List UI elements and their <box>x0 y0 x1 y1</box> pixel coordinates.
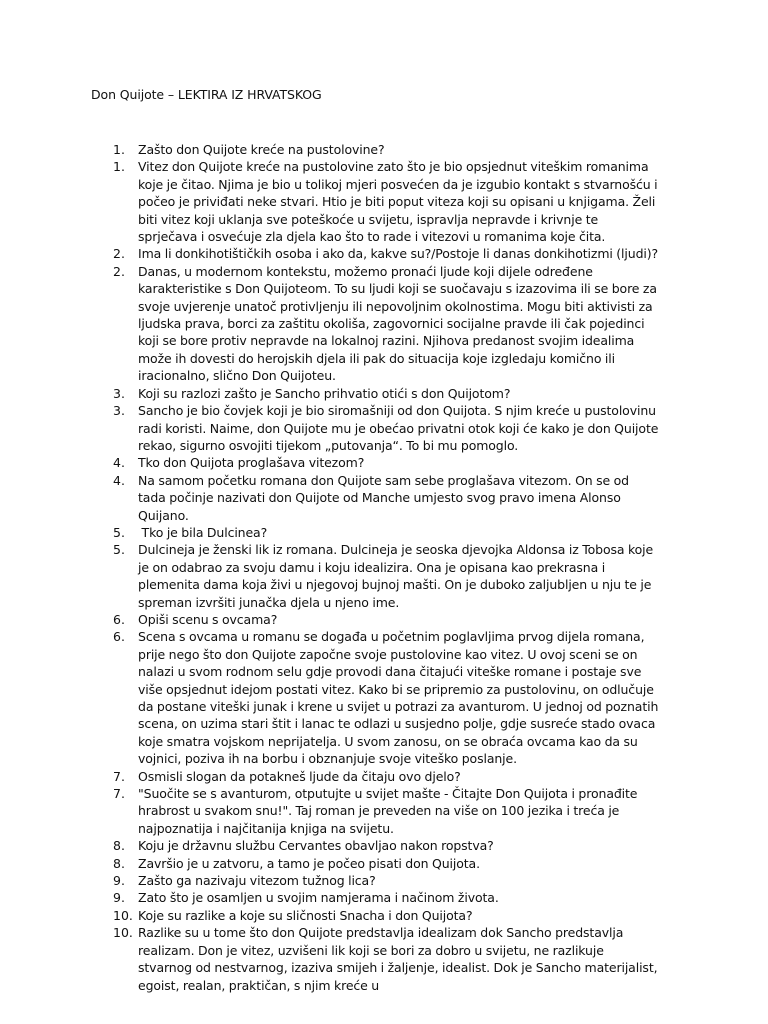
question-text: Koji su razlozi zašto je Sancho prihvatio otići s don Quijotom? <box>138 385 511 401</box>
item-number: 6. <box>113 629 125 645</box>
item-number: 8. <box>113 855 125 871</box>
answer-text: "Suočite se s avanturom, otputujte u svijet mašte - Čitajte Don Quijota i pronađite hrabrost u svakom snu!". Taj roman je preveden na više on 100 jezika i treća je najpoznatija i najčitanija knjiga na svijetu. <box>138 786 638 836</box>
item-number: 3. <box>113 403 125 419</box>
question-item <box>0 141 768 158</box>
answer-item <box>0 158 768 245</box>
question-text: Koju je državnu službu Cervantes obavljao nakon ropstva? <box>138 838 494 854</box>
question-item <box>0 872 768 889</box>
item-number: 7. <box>113 786 125 802</box>
answer-text: Završio je u zatvoru, a tamo je počeo pisati don Quijota. <box>138 855 480 871</box>
question-item <box>0 611 768 628</box>
item-number: 9. <box>113 873 125 889</box>
question-text: Tko don Quijota proglašava vitezom? <box>138 455 365 471</box>
question-text: Zašto ga nazivaju vitezom tužnog lica? <box>138 873 376 889</box>
question-text: Osmisli slogan da potakneš ljude da čitaju ovo djelo? <box>138 768 461 784</box>
document-title: Don Quijote – LEKTIRA IZ HRVATSKOG <box>91 87 322 102</box>
answer-text: Dulcineja je ženski lik iz romana. Dulcineja je seoska djevojka Aldonsa iz Tobosa koje je on odabrao za svoju damu i koju idealizira. Ona je opisana kao prekrasna i plemenita dama koja živi u njegovoj bujnoj mašti. On je duboko zaljubljen u nju te je spreman izvršiti junačka djela u njeno ime. <box>138 542 654 610</box>
answer-item <box>0 628 768 767</box>
item-number: 2. <box>113 246 125 262</box>
answer-item <box>0 263 768 385</box>
answer-item <box>0 855 768 872</box>
answer-text: Na samom početku romana don Quijote sam sebe proglašava vitezom. On se od tada počinje nazivati don Quijote od Manche umjesto svog pravo imena Alonso Quijano. <box>138 472 629 523</box>
item-number: 3. <box>113 385 125 401</box>
question-item <box>0 245 768 262</box>
question-item <box>0 454 768 471</box>
answer-item <box>0 785 768 837</box>
question-item <box>0 385 768 402</box>
item-number: 7. <box>113 768 125 784</box>
answer-item <box>0 924 768 994</box>
question-text: Tko je bila Dulcinea? <box>138 524 268 540</box>
item-number: 9. <box>113 890 125 906</box>
question-text: Opiši scenu s ovcama? <box>138 611 278 627</box>
question-item <box>0 768 768 785</box>
answer-item <box>0 402 768 454</box>
item-number: 8. <box>113 838 125 854</box>
item-number: 2. <box>113 263 125 279</box>
question-text: Ima li donkihotištičkih osoba i ako da, kakve su?/Postoje li danas donkihotizmi (ljudi)? <box>138 246 659 262</box>
question-text: Zašto don Quijote kreće na pustolovine? <box>138 142 385 157</box>
item-number: 4. <box>113 472 125 488</box>
question-item <box>0 907 768 924</box>
item-number: 10. <box>113 907 133 923</box>
item-number: 1. <box>113 159 125 175</box>
answer-text: Vitez don Quijote kreće na pustolovine zato što je bio opsjednut viteškim romanima koje je čitao. Njima je bio u tolikoj mjeri posvećen da je izgubio kontakt s stvarnošću i počeo je priviđati neke stvari. Htio je biti poput viteza koji su opisani u knjigama. Želi biti vitez koji uklanja sve poteškoće u svijetu, ispravlja nepravde i krivnje te sprječava i osvećuje zla djela kao što to rade i vitezovi u romanima koje čita. <box>138 159 658 245</box>
item-number: 1. <box>113 142 125 157</box>
answer-text: Scena s ovcama u romanu se događa u početnim poglavljima prvog dijela romana, prije nego što don Quijote započne svoje pustolovine kao vitez. U ovoj sceni se on nalazi u svom rodnom selu gdje provodi dana čitajući viteške romane i postaje sve više opsjednut idejom postati vitez. Kako bi se pripremio za pustolovinu, on odlučuje da postane viteški junak i krene u svijet u potrazi za avanturom. U jednoj od poznatih scena, on uzima stari štit i lanac te odlazi u susjedno polje, gdje susreće stado ovaca koje smatra vojskom neprijatelja. U svom zanosu, on se obraća ovcama kao da su vojnici, poziva ih na borbu i obznanjuje svoje viteško poslanje. <box>138 629 659 767</box>
item-number: 5. <box>113 542 125 558</box>
item-number: 5. <box>113 524 125 540</box>
item-number: 4. <box>113 455 125 471</box>
answer-item <box>0 541 768 611</box>
item-number: 6. <box>113 611 125 627</box>
answer-item <box>0 472 768 524</box>
answer-text: Razlike su u tome što don Quijote predstavlja idealizam dok Sancho predstavlja realizam. Don je vitez, uzvišeni lik koji se bori za dobro u svijetu, ne razlikuje stvarnog od nestvarnog, izaziva smijeh i žaljenje, idealist. Dok je Sancho materijalist, egoist, realan, praktičan, s njim kreće u <box>138 925 658 993</box>
question-text: Koje su razlike a koje su sličnosti Snacha i don Quijota? <box>138 907 473 923</box>
answer-text: Zato što je osamljen u svojim namjerama i načinom života. <box>138 890 499 906</box>
question-answer-list <box>0 141 768 994</box>
question-item <box>0 837 768 854</box>
question-item <box>0 524 768 541</box>
item-number: 10. <box>113 925 133 941</box>
answer-text: Danas, u modernom kontekstu, možemo pronaći ljude koji dijele određene karakteristike s Don Quijoteom. To su ljudi koji se suočavaju s izazovima ili se bore za svoje uvjerenje unatoč protivljenju ili nepovoljnim okolnostima. Mogu biti aktivisti za ljudska prava, borci za zaštitu okoliša, zagovornici socijalne pravde ili čak pojedinci koji se bore protiv nepravde na lokalnoj razini. Njihova predanost svojim idealima može ih dovesti do herojskih djela ili pak do situacija koje izgledaju komično ili iracionalno, slično Don Quijoteu. <box>138 263 657 384</box>
answer-text: Sancho je bio čovjek koji je bio siromašniji od don Quijota. S njim kreće u pustolovinu radi koristi. Naime, don Quijote mu je obećao privatni otok koji će kako je don Quijote rekao, sigurno osvojiti tijekom „putovanja“. To bi mu pomoglo. <box>138 403 659 453</box>
answer-item <box>0 889 768 906</box>
